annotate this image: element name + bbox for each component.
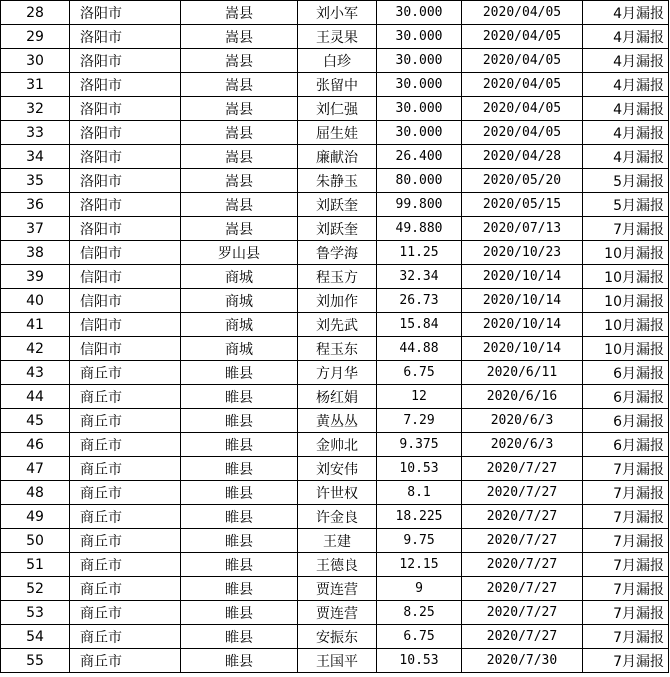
note-cell: 10月漏报: [583, 313, 669, 337]
amount-cell: 9: [377, 577, 462, 601]
amount-cell: 32.34: [377, 265, 462, 289]
county-cell: 睢县: [181, 481, 298, 505]
name-cell: 王德良: [298, 553, 377, 577]
amount-cell: 12: [377, 385, 462, 409]
name-cell: 白珍: [298, 49, 377, 73]
county-cell: 嵩县: [181, 49, 298, 73]
name-cell: 程玉东: [298, 337, 377, 361]
name-cell: 刘小军: [298, 1, 377, 25]
note-cell: 4月漏报: [583, 121, 669, 145]
amount-cell: 6.75: [377, 625, 462, 649]
name-cell: 程玉方: [298, 265, 377, 289]
amount-cell: 10.53: [377, 649, 462, 673]
note-cell: 7月漏报: [583, 553, 669, 577]
city-cell: 洛阳市: [70, 97, 181, 121]
note-cell: 7月漏报: [583, 457, 669, 481]
table-row: [1, 433, 669, 457]
county-cell: 商城: [181, 337, 298, 361]
name-cell: 朱静玉: [298, 169, 377, 193]
table-row: [1, 73, 669, 97]
note-cell: 6月漏报: [583, 361, 669, 385]
table-row: [1, 25, 669, 49]
name-cell: 刘加作: [298, 289, 377, 313]
amount-cell: 49.880: [377, 217, 462, 241]
city-cell: 洛阳市: [70, 49, 181, 73]
note-cell: 7月漏报: [583, 577, 669, 601]
date-cell: 2020/7/27: [462, 625, 583, 649]
date-cell: 2020/7/27: [462, 577, 583, 601]
city-cell: 洛阳市: [70, 145, 181, 169]
note-cell: 7月漏报: [583, 529, 669, 553]
table-row: [1, 289, 669, 313]
row-number-cell: 42: [1, 337, 70, 361]
note-cell: 5月漏报: [583, 193, 669, 217]
county-cell: 睢县: [181, 505, 298, 529]
date-cell: 2020/07/13: [462, 217, 583, 241]
note-cell: 7月漏报: [583, 649, 669, 673]
amount-cell: 99.800: [377, 193, 462, 217]
date-cell: 2020/04/28: [462, 145, 583, 169]
note-cell: 7月漏报: [583, 625, 669, 649]
name-cell: 贾连营: [298, 601, 377, 625]
name-cell: 刘跃奎: [298, 217, 377, 241]
date-cell: 2020/6/16: [462, 385, 583, 409]
row-number-cell: 28: [1, 1, 70, 25]
note-cell: 10月漏报: [583, 337, 669, 361]
amount-cell: 80.000: [377, 169, 462, 193]
city-cell: 商丘市: [70, 625, 181, 649]
table-row: [1, 97, 669, 121]
amount-cell: 11.25: [377, 241, 462, 265]
date-cell: 2020/04/05: [462, 121, 583, 145]
city-cell: 洛阳市: [70, 25, 181, 49]
name-cell: 方月华: [298, 361, 377, 385]
table-row: [1, 1, 669, 25]
row-number-cell: 44: [1, 385, 70, 409]
name-cell: 张留中: [298, 73, 377, 97]
note-cell: 4月漏报: [583, 73, 669, 97]
note-cell: 6月漏报: [583, 409, 669, 433]
city-cell: 商丘市: [70, 481, 181, 505]
name-cell: 屈生娃: [298, 121, 377, 145]
county-cell: 嵩县: [181, 97, 298, 121]
city-cell: 洛阳市: [70, 73, 181, 97]
note-cell: 7月漏报: [583, 505, 669, 529]
name-cell: 刘先武: [298, 313, 377, 337]
county-cell: 嵩县: [181, 73, 298, 97]
row-number-cell: 36: [1, 193, 70, 217]
row-number-cell: 40: [1, 289, 70, 313]
city-cell: 信阳市: [70, 241, 181, 265]
date-cell: 2020/10/14: [462, 265, 583, 289]
name-cell: 金帅北: [298, 433, 377, 457]
note-cell: 10月漏报: [583, 241, 669, 265]
note-cell: 10月漏报: [583, 289, 669, 313]
amount-cell: 44.88: [377, 337, 462, 361]
note-cell: 4月漏报: [583, 49, 669, 73]
county-cell: 嵩县: [181, 145, 298, 169]
county-cell: 嵩县: [181, 169, 298, 193]
note-cell: 5月漏报: [583, 169, 669, 193]
note-cell: 4月漏报: [583, 145, 669, 169]
table-row: [1, 625, 669, 649]
city-cell: 洛阳市: [70, 193, 181, 217]
city-cell: 商丘市: [70, 457, 181, 481]
amount-cell: 30.000: [377, 1, 462, 25]
row-number-cell: 31: [1, 73, 70, 97]
row-number-cell: 37: [1, 217, 70, 241]
table-row: [1, 241, 669, 265]
row-number-cell: 41: [1, 313, 70, 337]
note-cell: 10月漏报: [583, 265, 669, 289]
note-cell: 7月漏报: [583, 217, 669, 241]
date-cell: 2020/04/05: [462, 1, 583, 25]
date-cell: 2020/10/14: [462, 289, 583, 313]
city-cell: 信阳市: [70, 337, 181, 361]
amount-cell: 26.73: [377, 289, 462, 313]
name-cell: 刘跃奎: [298, 193, 377, 217]
county-cell: 嵩县: [181, 217, 298, 241]
date-cell: 2020/7/27: [462, 505, 583, 529]
row-number-cell: 53: [1, 601, 70, 625]
date-cell: 2020/05/20: [462, 169, 583, 193]
row-number-cell: 50: [1, 529, 70, 553]
table-row: [1, 265, 669, 289]
table-row: [1, 217, 669, 241]
county-cell: 睢县: [181, 361, 298, 385]
amount-cell: 30.000: [377, 97, 462, 121]
name-cell: 许金良: [298, 505, 377, 529]
table-row: [1, 121, 669, 145]
table-row: [1, 385, 669, 409]
name-cell: 王灵果: [298, 25, 377, 49]
date-cell: 2020/7/27: [462, 457, 583, 481]
date-cell: 2020/7/27: [462, 553, 583, 577]
date-cell: 2020/04/05: [462, 49, 583, 73]
name-cell: 安振东: [298, 625, 377, 649]
name-cell: 廉献治: [298, 145, 377, 169]
row-number-cell: 51: [1, 553, 70, 577]
name-cell: 黄丛丛: [298, 409, 377, 433]
table-row: [1, 313, 669, 337]
city-cell: 商丘市: [70, 409, 181, 433]
table-row: [1, 409, 669, 433]
row-number-cell: 30: [1, 49, 70, 73]
date-cell: 2020/7/30: [462, 649, 583, 673]
county-cell: 睢县: [181, 649, 298, 673]
table-row: [1, 481, 669, 505]
amount-cell: 7.29: [377, 409, 462, 433]
amount-cell: 9.375: [377, 433, 462, 457]
row-number-cell: 48: [1, 481, 70, 505]
name-cell: 王建: [298, 529, 377, 553]
name-cell: 刘仁强: [298, 97, 377, 121]
county-cell: 罗山县: [181, 241, 298, 265]
city-cell: 商丘市: [70, 529, 181, 553]
date-cell: 2020/6/3: [462, 433, 583, 457]
county-cell: 商城: [181, 313, 298, 337]
row-number-cell: 32: [1, 97, 70, 121]
city-cell: 商丘市: [70, 361, 181, 385]
row-number-cell: 45: [1, 409, 70, 433]
name-cell: 王国平: [298, 649, 377, 673]
amount-cell: 15.84: [377, 313, 462, 337]
note-cell: 7月漏报: [583, 481, 669, 505]
date-cell: 2020/6/3: [462, 409, 583, 433]
row-number-cell: 43: [1, 361, 70, 385]
table-row: [1, 601, 669, 625]
county-cell: 商城: [181, 289, 298, 313]
county-cell: 嵩县: [181, 193, 298, 217]
county-cell: 睢县: [181, 457, 298, 481]
city-cell: 商丘市: [70, 649, 181, 673]
city-cell: 信阳市: [70, 289, 181, 313]
county-cell: 睢县: [181, 385, 298, 409]
note-cell: 6月漏报: [583, 385, 669, 409]
table-row: [1, 361, 669, 385]
city-cell: 商丘市: [70, 505, 181, 529]
city-cell: 商丘市: [70, 433, 181, 457]
city-cell: 洛阳市: [70, 217, 181, 241]
table-row: [1, 49, 669, 73]
county-cell: 睢县: [181, 625, 298, 649]
amount-cell: 30.000: [377, 73, 462, 97]
row-number-cell: 52: [1, 577, 70, 601]
date-cell: 2020/10/14: [462, 313, 583, 337]
table-row: [1, 145, 669, 169]
date-cell: 2020/7/27: [462, 529, 583, 553]
name-cell: 许世权: [298, 481, 377, 505]
amount-cell: 10.53: [377, 457, 462, 481]
name-cell: 刘安伟: [298, 457, 377, 481]
row-number-cell: 35: [1, 169, 70, 193]
amount-cell: 18.225: [377, 505, 462, 529]
table-row: [1, 169, 669, 193]
amount-cell: 8.1: [377, 481, 462, 505]
county-cell: 睢县: [181, 433, 298, 457]
row-number-cell: 49: [1, 505, 70, 529]
date-cell: 2020/7/27: [462, 481, 583, 505]
name-cell: 鲁学海: [298, 241, 377, 265]
amount-cell: 9.75: [377, 529, 462, 553]
note-cell: 7月漏报: [583, 601, 669, 625]
date-cell: 2020/7/27: [462, 601, 583, 625]
city-cell: 商丘市: [70, 601, 181, 625]
table-row: [1, 577, 669, 601]
amount-cell: 6.75: [377, 361, 462, 385]
note-cell: 4月漏报: [583, 97, 669, 121]
county-cell: 睢县: [181, 577, 298, 601]
city-cell: 商丘市: [70, 385, 181, 409]
amount-cell: 30.000: [377, 25, 462, 49]
note-cell: 4月漏报: [583, 1, 669, 25]
date-cell: 2020/04/05: [462, 73, 583, 97]
row-number-cell: 33: [1, 121, 70, 145]
county-cell: 嵩县: [181, 1, 298, 25]
table-body: [1, 1, 669, 673]
table-row: [1, 193, 669, 217]
note-cell: 4月漏报: [583, 25, 669, 49]
amount-cell: 30.000: [377, 121, 462, 145]
table-row: [1, 529, 669, 553]
date-cell: 2020/04/05: [462, 25, 583, 49]
table-row: [1, 649, 669, 673]
row-number-cell: 47: [1, 457, 70, 481]
name-cell: 贾连营: [298, 577, 377, 601]
table-row: [1, 337, 669, 361]
county-cell: 睢县: [181, 529, 298, 553]
table-row: [1, 457, 669, 481]
county-cell: 睢县: [181, 553, 298, 577]
name-cell: 杨红娟: [298, 385, 377, 409]
row-number-cell: 39: [1, 265, 70, 289]
date-cell: 2020/10/23: [462, 241, 583, 265]
row-number-cell: 55: [1, 649, 70, 673]
city-cell: 信阳市: [70, 313, 181, 337]
county-cell: 睢县: [181, 409, 298, 433]
amount-cell: 12.15: [377, 553, 462, 577]
city-cell: 洛阳市: [70, 1, 181, 25]
row-number-cell: 34: [1, 145, 70, 169]
row-number-cell: 29: [1, 25, 70, 49]
date-cell: 2020/04/05: [462, 97, 583, 121]
county-cell: 嵩县: [181, 121, 298, 145]
table-row: [1, 553, 669, 577]
county-cell: 嵩县: [181, 25, 298, 49]
row-number-cell: 38: [1, 241, 70, 265]
county-cell: 睢县: [181, 601, 298, 625]
amount-cell: 26.400: [377, 145, 462, 169]
city-cell: 信阳市: [70, 265, 181, 289]
row-number-cell: 54: [1, 625, 70, 649]
date-cell: 2020/10/14: [462, 337, 583, 361]
note-cell: 6月漏报: [583, 433, 669, 457]
county-cell: 商城: [181, 265, 298, 289]
amount-cell: 30.000: [377, 49, 462, 73]
city-cell: 商丘市: [70, 553, 181, 577]
city-cell: 洛阳市: [70, 121, 181, 145]
amount-cell: 8.25: [377, 601, 462, 625]
row-number-cell: 46: [1, 433, 70, 457]
city-cell: 商丘市: [70, 577, 181, 601]
table-row: [1, 505, 669, 529]
city-cell: 洛阳市: [70, 169, 181, 193]
date-cell: 2020/05/15: [462, 193, 583, 217]
date-cell: 2020/6/11: [462, 361, 583, 385]
